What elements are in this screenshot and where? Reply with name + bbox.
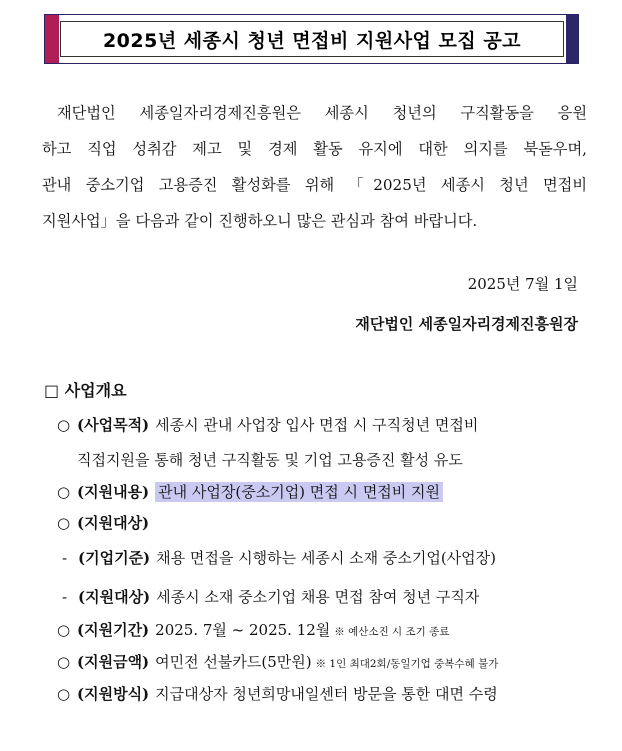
company-text: 채용 면접을 시행하는 세종시 소재 중소기업(사업장) bbox=[156, 549, 496, 567]
amount-label: (지원금액) bbox=[77, 653, 150, 671]
period-label: (지원기간) bbox=[77, 621, 150, 639]
method-label: (지원방식) bbox=[77, 685, 150, 703]
page-title: 2025년 세종시 청년 면접비 지원사업 모집 공고 bbox=[102, 29, 522, 52]
intro-line-2: 하고 직업 성취감 제고 및 경제 활동 유지에 대한 의지를 북돋우며, bbox=[42, 140, 587, 158]
company-label: (기업기준) bbox=[78, 549, 151, 567]
item-purpose bbox=[57, 415, 478, 435]
bullet-icon: ○ bbox=[57, 514, 71, 532]
sub-company bbox=[62, 548, 496, 568]
bullet-icon: ○ bbox=[57, 483, 71, 501]
intro-line-3: 관내 중소기업 고용증진 활성화를 위해 「2025년 세종시 청년 면접비 bbox=[42, 176, 587, 194]
announcement-date: 2025년 7월 1일 bbox=[467, 275, 578, 293]
amount-text: 여민전 선불카드(5만원) bbox=[155, 653, 312, 671]
target-label: (지원대상) bbox=[77, 514, 150, 532]
intro-line-1: 재단법인 세종일자리경제진흥원은 세종시 청년의 구직활동을 응원 bbox=[57, 104, 587, 122]
dash-marker: - bbox=[62, 549, 68, 567]
youth-text: 세종시 소재 중소기업 채용 면접 참여 청년 구직자 bbox=[156, 588, 480, 606]
purpose-text: 세종시 관내 사업장 입사 면접 시 구직청년 면접비 bbox=[155, 416, 479, 434]
purpose-label: (사업목적) bbox=[77, 416, 150, 434]
item-amount bbox=[57, 652, 498, 674]
intro-paragraph bbox=[42, 95, 587, 239]
purpose-text-cont: 직접지원을 통해 청년 구직활동 및 기업 고용증진 활성 유도 bbox=[77, 451, 463, 469]
youth-label: (지원대상) bbox=[78, 588, 151, 606]
amount-note: ※ 1인 최대2회/동일기업 중복수혜 불가 bbox=[315, 658, 499, 670]
period-text: 2025. 7월 ~ 2025. 12월 bbox=[155, 621, 331, 639]
item-content bbox=[57, 482, 443, 502]
bullet-icon: ○ bbox=[57, 685, 71, 703]
bullet-icon: ○ bbox=[57, 653, 71, 671]
content-text-highlighted: 관내 사업장(중소기업) 면접 시 면접비 지원 bbox=[155, 482, 443, 502]
item-method bbox=[57, 684, 498, 704]
title-box bbox=[60, 21, 564, 57]
item-purpose-cont bbox=[57, 450, 463, 470]
sub-youth bbox=[62, 587, 479, 607]
item-period bbox=[57, 620, 449, 642]
section-marker: □ bbox=[44, 381, 60, 400]
dash-marker: - bbox=[62, 588, 68, 606]
period-note: ※ 예산소진 시 조기 종료 bbox=[334, 626, 450, 638]
intro-line-4: 지원사업」을 다음과 같이 진행하오니 많은 관심과 참여 바랍니다. bbox=[42, 212, 478, 230]
title-banner bbox=[44, 14, 579, 64]
item-target bbox=[57, 513, 155, 533]
method-text: 지급대상자 청년희망내일센터 방문을 통한 대면 수령 bbox=[155, 685, 498, 703]
issuer-name: 재단법인 세종일자리경제진흥원장 bbox=[355, 315, 578, 333]
section-heading bbox=[44, 378, 127, 401]
section-title: 사업개요 bbox=[64, 381, 127, 400]
bullet-icon: ○ bbox=[57, 621, 71, 639]
content-label: (지원내용) bbox=[77, 483, 150, 501]
bullet-icon: ○ bbox=[57, 416, 71, 434]
